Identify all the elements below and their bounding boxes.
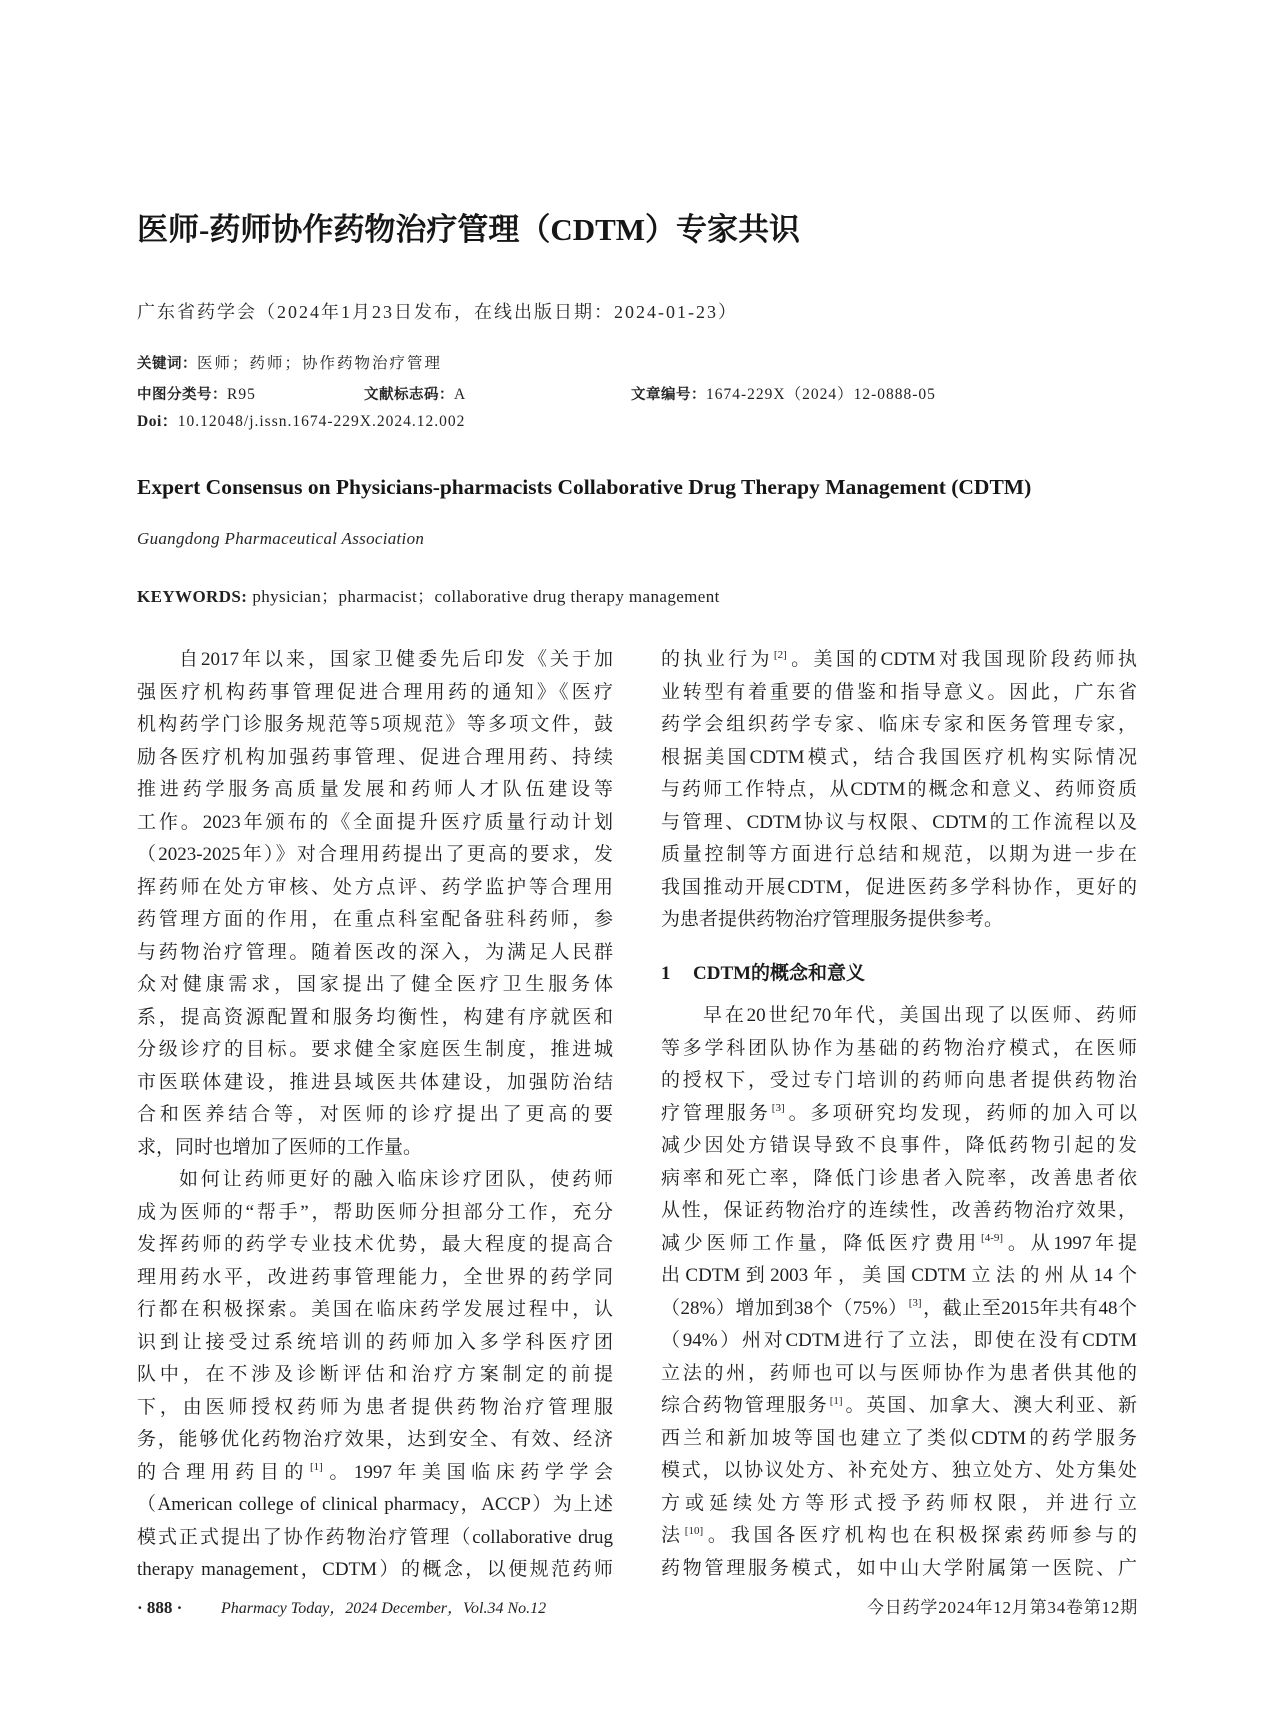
body-line	[661, 1098, 1137, 1131]
body-line: 为患者提供药物治疗管理服务提供参考。	[661, 909, 1004, 930]
paragraph	[661, 644, 1137, 937]
body-line: 的授权下，受过专门培训的药师向患者提供药物治	[661, 1070, 1137, 1092]
line-text: 。我国各医疗机构也在积极探索药师参与的	[704, 1525, 1137, 1547]
body-line	[661, 1390, 1137, 1423]
line-text: （28%）增加到38个（75%）	[661, 1297, 908, 1319]
document-code-label: 文献标志码：	[364, 387, 454, 403]
body-line: 立法的州，药师也可以与医师协作为患者供其他的	[661, 1362, 1137, 1384]
body-line: 务，能够优化药物治疗效果，达到安全、有效、经济	[137, 1429, 613, 1450]
body-line: 方或延续处方等形式授予药师权限，并进行立	[661, 1492, 1137, 1514]
citation-superscript: [4-9]	[981, 1232, 1004, 1245]
body-line: 市医联体建设，推进县域医共体建设，加强防治结	[137, 1071, 613, 1093]
english-keywords-label: KEYWORDS:	[137, 587, 248, 606]
body-line: （94%）州对CDTM进行了立法，即使在没有CDTM	[661, 1330, 1137, 1352]
keywords-label: 关键词：	[137, 356, 197, 372]
body-line: （American college of clinical pharmacy，ACCP）为上述	[137, 1494, 613, 1515]
body-column-right	[661, 644, 1137, 1585]
body-line: 与药师工作特点，从CDTM的概念和意义、药师资质	[661, 779, 1137, 800]
section-heading	[661, 958, 1137, 991]
body-line: 挥药师在处方审核、处方点评、药学监护等合理用	[137, 876, 613, 898]
body-line: 减少因处方错误导致不良事件，降低药物引起的发	[661, 1135, 1137, 1157]
body-line: 分级诊疗的目标。要求健全家庭医生制度，推进城	[137, 1039, 613, 1060]
clc-label: 中图分类号：	[137, 387, 227, 403]
body-line	[661, 1293, 1137, 1326]
body-line	[661, 644, 1137, 677]
english-keywords-line	[137, 586, 720, 608]
body-line: 队中，在不涉及诊断评估和治疗方案制定的前提	[137, 1364, 613, 1385]
line-text: 的合理用药目的	[137, 1461, 309, 1483]
body-line: therapy management，CDTM）的概念，以便规范药师	[137, 1559, 613, 1580]
paragraph	[137, 1164, 613, 1587]
author-line: 广东省药学会（2024年1月23日发布，在线出版日期：2024-01-23）	[137, 302, 738, 322]
body-line: 业转型有着重要的借鉴和指导意义。因此，广东省	[661, 681, 1137, 703]
page-number: · 888 ·	[137, 1598, 183, 1617]
article-number-label: 文章编号：	[631, 387, 706, 403]
line-text: 的执业行为	[661, 649, 773, 670]
body-line: 早在20世纪70年代，美国出现了以医师、药师	[703, 1005, 1137, 1027]
body-line: 下，由医师授权药师为患者提供药物治疗管理服	[137, 1396, 613, 1418]
body-line: 推进药学服务高质量发展和药师人才队伍建设等	[137, 779, 613, 800]
body-line	[661, 1520, 1137, 1553]
body-line: 系，提高资源配置和服务均衡性，构建有序就医和	[137, 1006, 613, 1028]
line-text: 。美国的CDTM对我国现阶段药师执	[787, 649, 1137, 670]
clc-number	[137, 384, 256, 406]
document-code	[364, 384, 466, 406]
body-line: 理用药水平，改进药事管理能力，全世界的药学同	[137, 1266, 613, 1288]
citation-superscript: [3]	[771, 1102, 785, 1115]
line-text: 法	[661, 1525, 684, 1547]
line-text: 。多项研究均发现，药师的加入可以	[785, 1102, 1137, 1124]
line-text: 疗管理服务	[661, 1102, 771, 1124]
english-title: Expert Consensus on Physicians-pharmacists Collaborative Drug Therapy Management (CDTM)	[137, 475, 1032, 499]
paragraph	[137, 644, 613, 1164]
article-title: 医师-药师协作药物治疗管理（CDTM）专家共识	[137, 212, 801, 247]
body-line: 识到让接受过系统培训的药师加入多学科医疗团	[137, 1331, 613, 1353]
doi-label: Doi：	[137, 413, 178, 430]
section-number: 1	[661, 963, 671, 984]
citation-superscript: [10]	[684, 1524, 704, 1537]
body-line: 与管理、CDTM协议与权限、CDTM的工作流程以及	[661, 811, 1137, 833]
body-line: 质量控制等方面进行总结和规范，以期为进一步在	[661, 844, 1137, 865]
body-line: 从性，保证药物治疗的连续性，改善药物治疗效果，	[661, 1200, 1137, 1222]
section-title: CDTM的概念和意义	[693, 963, 866, 984]
article-number-value: 1674-229X（2024）12-0888-05	[706, 386, 936, 403]
body-line: 励各医疗机构加强药事管理、促进合理用药、持续	[137, 746, 613, 768]
body-line: 众对健康需求，国家提出了健全医疗卫生服务体	[137, 974, 613, 995]
body-line: 根据美国CDTM模式，结合我国医疗机构实际情况	[661, 746, 1137, 768]
body-column-left	[137, 644, 613, 1587]
document-code-value: A	[454, 386, 467, 403]
body-line	[137, 1457, 613, 1490]
line-text: 。从1997年提	[1004, 1232, 1137, 1254]
body-line: 如何让药师更好的融入临床诊疗团队，使药师	[179, 1169, 613, 1190]
article-number	[631, 384, 936, 406]
body-line: 发挥药师的药学专业技术优势，最大程度的提高合	[137, 1234, 613, 1255]
keywords-value: 医师；药师；协作药物治疗管理	[197, 355, 443, 372]
body-line: 工作。2023年颁布的《全面提升医疗质量行动计划	[137, 811, 613, 833]
body-line: 药学会组织药学专家、临床专家和医务管理专家，	[661, 714, 1137, 735]
body-line: 模式，以协议处方、补充处方、独立处方、处方集处	[661, 1460, 1137, 1482]
body-line	[661, 1228, 1137, 1261]
citation-superscript: [1]	[309, 1461, 323, 1474]
citation-superscript: [3]	[908, 1297, 922, 1310]
line-text: 综合药物管理服务	[661, 1395, 829, 1417]
body-line: 药管理方面的作用，在重点科室配备驻科药师，参	[137, 909, 613, 930]
body-line: 出CDTM到2003年，美国CDTM立法的州从14个	[661, 1265, 1137, 1287]
english-author: Guangdong Pharmaceutical Association	[137, 529, 425, 548]
body-line: 模式正式提出了协作药物治疗管理（collaborative drug	[137, 1526, 613, 1548]
body-line: 等多学科团队协作为基础的药物治疗模式，在医师	[661, 1037, 1137, 1059]
body-line: 药物管理服务模式，如中山大学附属第一医院、广	[661, 1557, 1137, 1579]
body-line: 我国推动开展CDTM，促进医药多学科协作，更好的	[661, 876, 1137, 898]
keywords-line	[137, 353, 442, 375]
body-line: 求，同时也增加了医师的工作量。	[137, 1136, 423, 1158]
body-line: 合和医养结合等，对医师的诊疗提出了更高的要	[137, 1104, 613, 1125]
line-text: 。1997年美国临床药学学会	[323, 1461, 613, 1483]
citation-superscript: [1]	[829, 1394, 843, 1407]
body-line: 自2017年以来，国家卫健委先后印发《关于加	[179, 649, 613, 670]
body-line: 与药物治疗管理。随着医改的深入，为满足人民群	[137, 941, 613, 963]
clc-value: R95	[227, 386, 256, 403]
line-text: ，截止至2015年共有48个	[922, 1297, 1137, 1319]
body-line: 病率和死亡率，降低门诊患者入院率，改善患者依	[661, 1167, 1137, 1189]
body-line: （2023-2025年）》对合理用药提出了更高的要求，发	[137, 844, 613, 865]
body-line: 强医疗机构药事管理促进合理用药的通知》《医疗	[137, 681, 613, 703]
body-line: 西兰和新加坡等国也建立了类似CDTM的药学服务	[661, 1427, 1137, 1449]
doi-value: 10.12048/j.issn.1674-229X.2024.12.002	[177, 413, 466, 430]
line-text: 。英国、加拿大、澳大利亚、新	[843, 1395, 1137, 1417]
english-keywords-value: physician；pharmacist；collaborative drug therapy management	[252, 587, 720, 606]
paragraph	[661, 1000, 1137, 1585]
line-text: 减少医师工作量，降低医疗费用	[661, 1232, 981, 1254]
journal-citation-english: Pharmacy Today，2024 December，Vol.34 No.12	[221, 1600, 547, 1617]
body-line: 机构药学门诊服务规范等5项规范》等多项文件，鼓	[137, 714, 613, 735]
citation-superscript: [2]	[773, 648, 787, 661]
doi-line	[137, 411, 465, 433]
body-line: 成为医师的“帮手”，帮助医师分担部分工作，充分	[137, 1201, 613, 1223]
body-line: 行都在积极探索。美国在临床药学发展过程中，认	[137, 1299, 613, 1320]
journal-citation-chinese: 今日药学2024年12月第34卷第12期	[867, 1598, 1138, 1617]
